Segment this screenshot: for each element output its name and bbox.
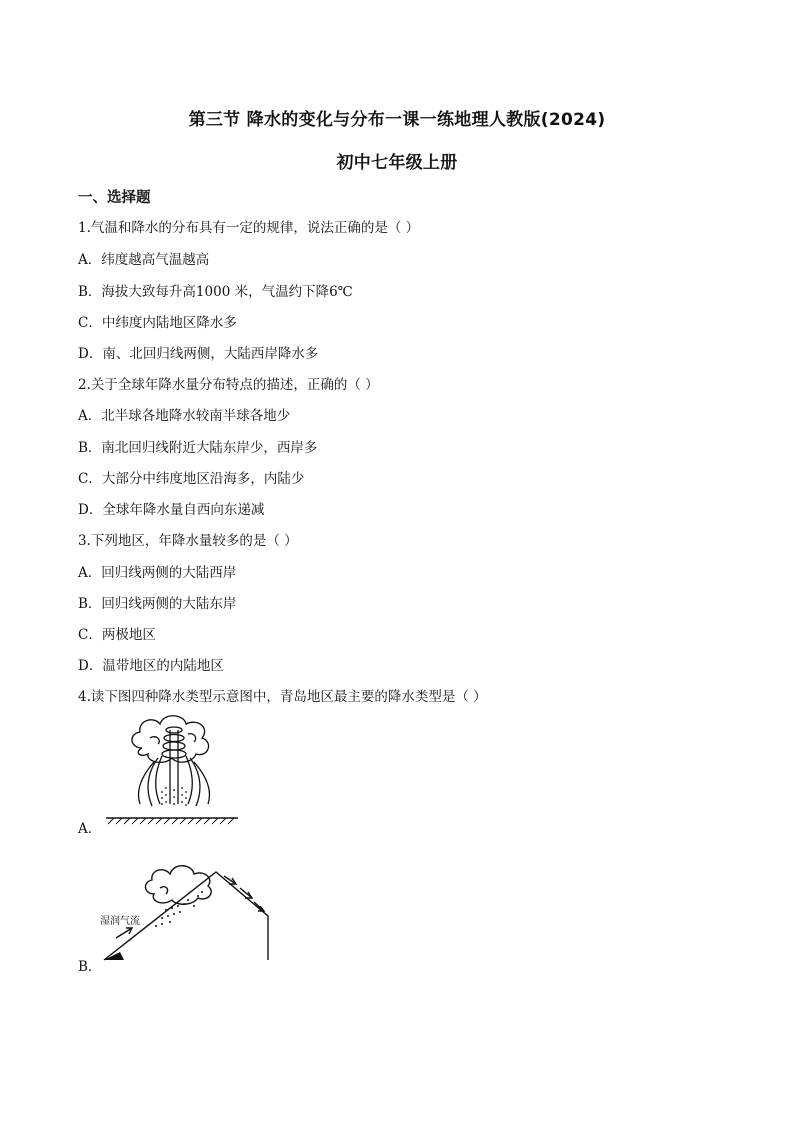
question-4-stem: 4.读下图四种降水类型示意图中，青岛地区最主要的降水类型是（ ）	[78, 689, 487, 705]
question-1-option-d: D．南、北回归线两侧，大陆西岸降水多	[78, 346, 319, 362]
convective-rain-diagram-icon	[100, 708, 250, 828]
question-3-option-a: A．回归线两侧的大陆西岸	[78, 565, 237, 581]
question-2-option-d: D．全球年降水量自西向东递减	[78, 502, 265, 518]
question-1-option-c: C．中纬度内陆地区降水多	[78, 315, 237, 331]
question-3-option-b: B．回归线两侧的大陆东岸	[78, 596, 237, 612]
question-3-option-c: C．两极地区	[78, 627, 156, 643]
orographic-rain-diagram-icon	[98, 848, 280, 968]
figure-a-label: A．	[78, 821, 102, 837]
section-heading: 一、选择题	[78, 190, 151, 206]
document-subtitle: 初中七年级上册	[336, 153, 458, 173]
document-title: 第三节 降水的变化与分布一课一练地理人教版(2024)	[188, 110, 606, 130]
question-1-option-a: A．纬度越高气温越高	[78, 252, 210, 268]
question-3-stem: 3.下列地区，年降水量较多的是（ ）	[78, 533, 298, 549]
moist-airflow-label: 湿润气流	[100, 916, 140, 927]
question-1-stem: 1.气温和降水的分布具有一定的规律，说法正确的是（ ）	[78, 220, 420, 236]
figure-b-label: B．	[78, 959, 102, 975]
question-2-stem: 2.关于全球年降水量分布特点的描述，正确的（ ）	[78, 377, 379, 393]
question-2-option-a: A．北半球各地降水较南半球各地少	[78, 408, 291, 424]
question-2-option-b: B．南北回归线附近大陆东岸少，西岸多	[78, 440, 318, 456]
question-3-option-d: D．温带地区的内陆地区	[78, 658, 224, 674]
question-2-option-c: C．大部分中纬度地区沿海多，内陆少	[78, 471, 305, 487]
question-1-option-b: B．海拔大致每升高1000 米，气温约下降6℃	[78, 284, 353, 300]
